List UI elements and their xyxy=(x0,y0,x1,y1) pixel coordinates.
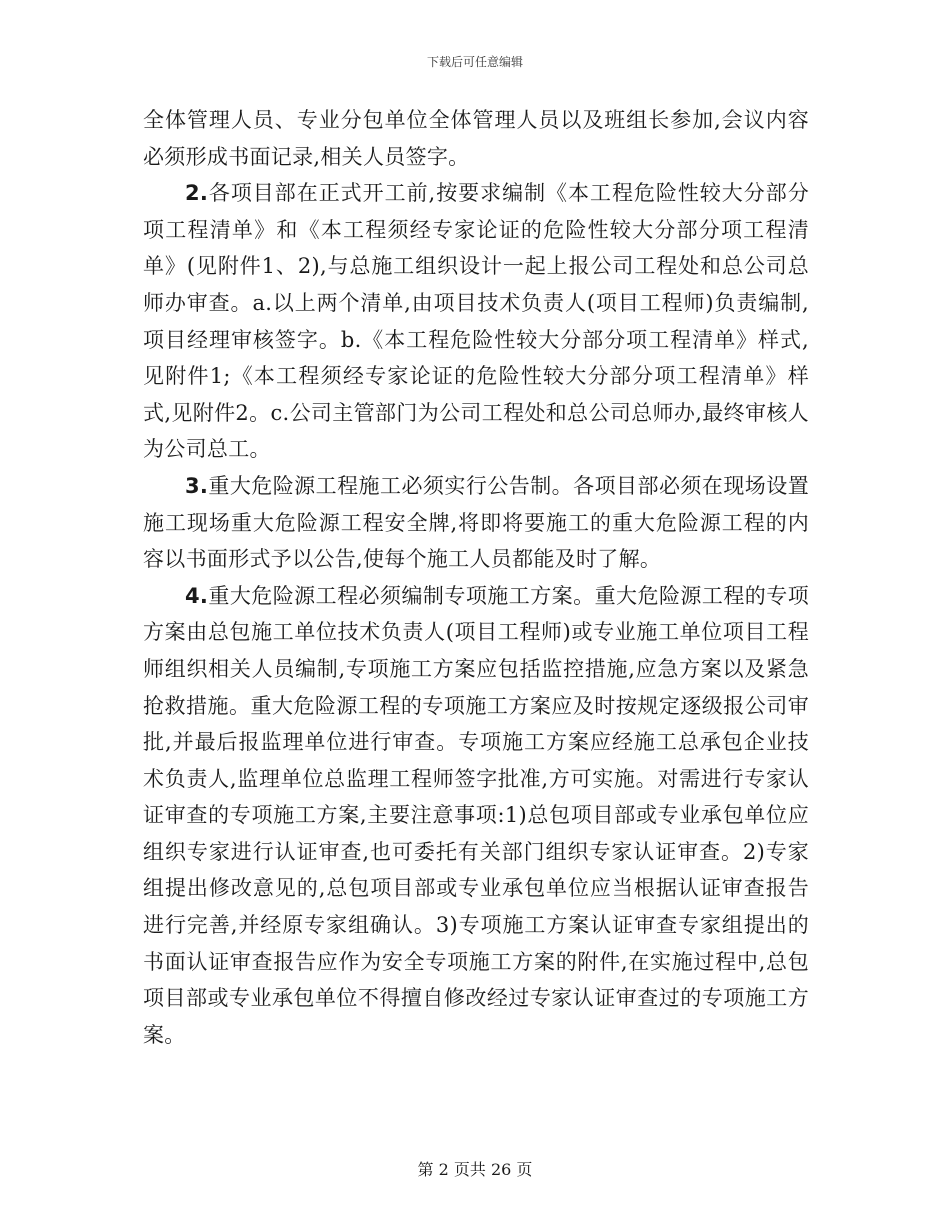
paragraph-item-2 xyxy=(143,175,809,468)
paragraph-number: 2. xyxy=(185,181,209,206)
paragraph-text: 各项目部在正式开工前,按要求编制《本工程危险性较大分部分项工程清单》和《本工程须经专家论证的危险性较大分部分项工程清单》(见附件1、2),与总施工组织设计一起上报公司工程处和总公司总师办审查。a.以上两个清单,由项目技术负责人(项目工程师)负责编制,项目经理审核签字。b.《本工程危险性较大分部分项工程清单》样式,见附件1;《本工程须经专家论证的危险性较大分部分项工程清单》样式,见附件2。c.公司主管部门为公司工程处和总公司总师办,最终审核人为公司总工。 xyxy=(143,181,809,462)
paragraph-text: 重大危险源工程必须编制专项施工方案。重大危险源工程的专项方案由总包施工单位技术负责人(项目工程师)或专业施工单位项目工程师组织相关人员编制,专项施工方案应包括监控措施,应急方案以及紧急抢救措施。重大危险源工程的专项施工方案应及时按规定逐级报公司审批,并最后报监理单位进行审查。专项施工方案应经施工总承包企业技术负责人,监理单位总监理工程师签字批准,方可实施。对需进行专家认证审查的专项施工方案,主要注意事项:1)总包项目部或专业承包单位应组织专家进行认证审查,也可委托有关部门组织专家认证审查。2)专家组提出修改意见的,总包项目部或专业承包单位应当根据认证审查报告进行完善,并经原专家组确认。3)专项施工方案认证审查专家组提出的书面认证审查报告应作为安全专项施工方案的附件,在实施过程中,总包项目部或专业承包单位不得擅自修改经过专家认证审查过的专项施工方案。 xyxy=(143,583,809,1047)
paragraph-number: 3. xyxy=(185,473,209,498)
paragraph-number: 4. xyxy=(185,583,209,608)
document-body xyxy=(143,102,809,1053)
paragraph-text: 重大危险源工程施工必须实行公告制。各项目部必须在现场设置施工现场重大危险源工程安全牌,将即将要施工的重大危险源工程的内容以书面形式予以公告,使每个施工人员都能及时了解。 xyxy=(143,473,809,572)
page-footer: 第 2 页共 26 页 xyxy=(417,1160,533,1179)
paragraph-item-3 xyxy=(143,468,809,578)
page-header: 下载后可任意编辑 xyxy=(426,55,523,69)
paragraph-text: 全体管理人员、专业分包单位全体管理人员以及班组长参加,会议内容必须形成书面记录,相关人员签字。 xyxy=(143,108,809,169)
paragraph-item-4 xyxy=(143,578,809,1054)
paragraph-continuation xyxy=(143,102,809,175)
